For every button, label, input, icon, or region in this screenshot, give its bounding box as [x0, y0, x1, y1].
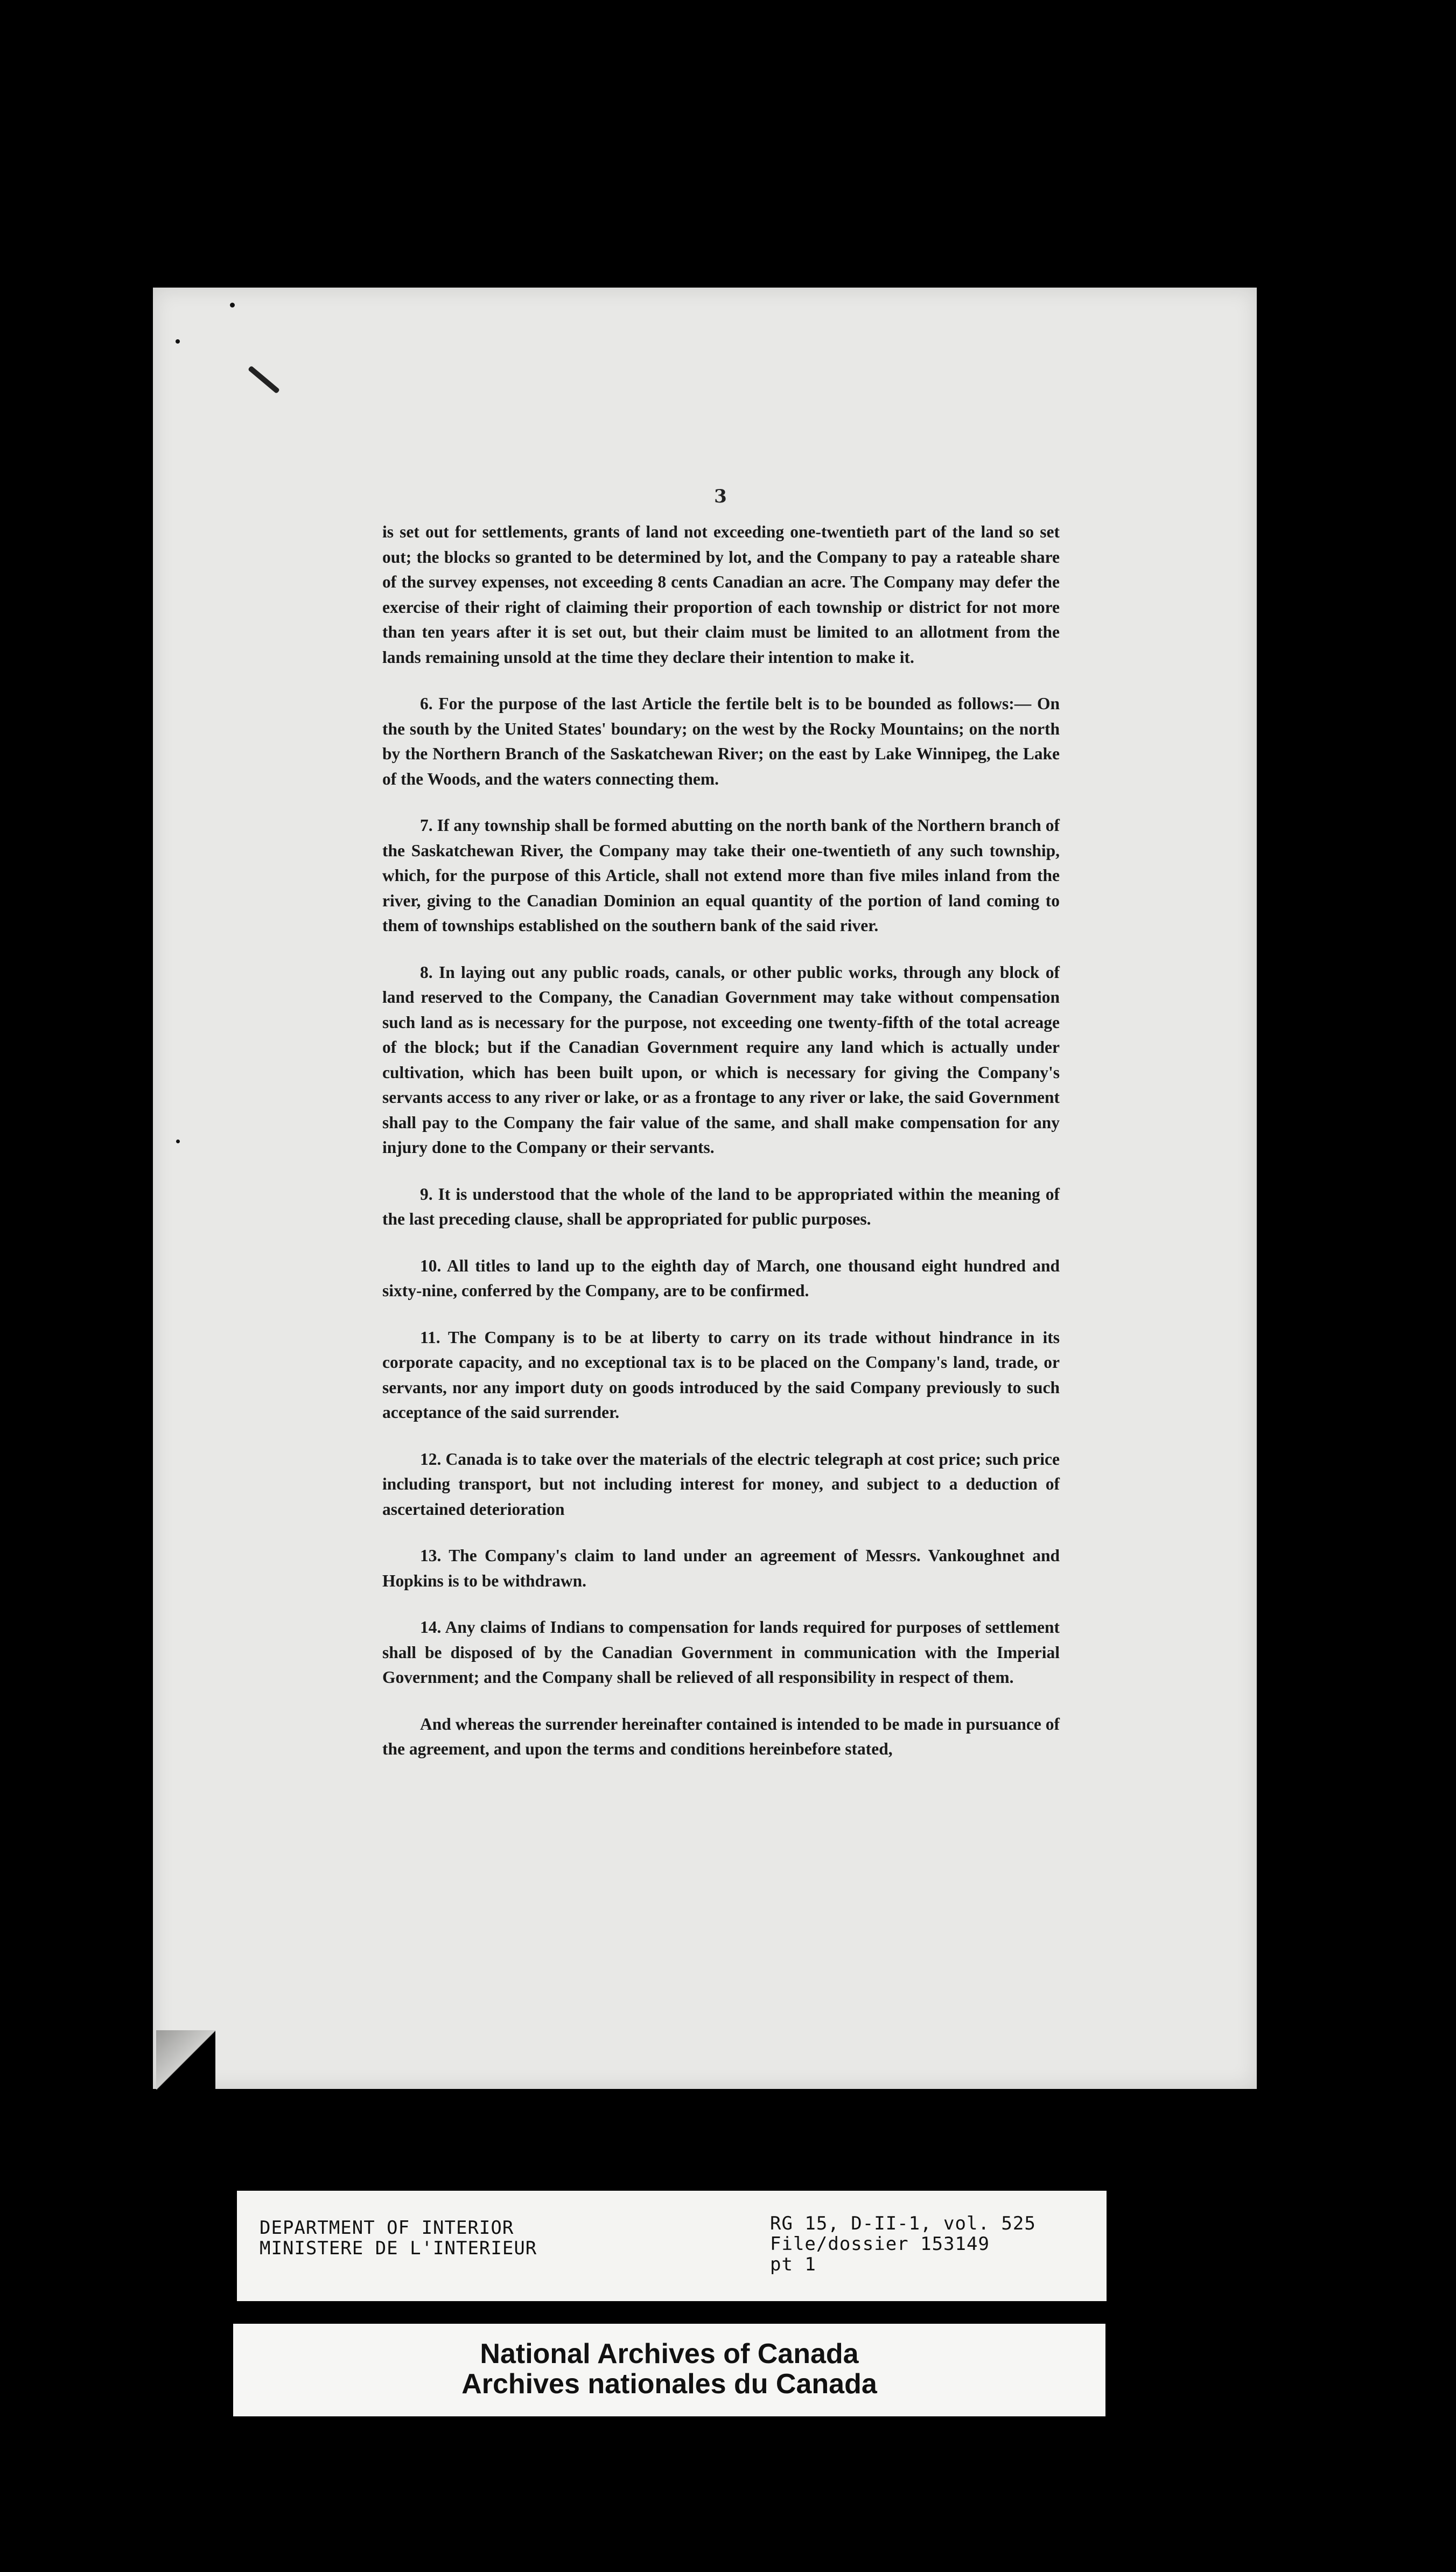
paper-speck: [230, 303, 235, 307]
file-reference: File/dossier 153149: [770, 2233, 990, 2255]
record-group-reference: RG 15, D-II-1, vol. 525: [770, 2213, 1036, 2234]
paragraph-article-6: 6. For the purpose of the last Article the fertile belt is to be bounded as follows:— On the south by the United States' boundary; on the west by the Rocky Mountains; on the north by the Northern Branch of the Saskatchewan River; on the east by Lake Winnipeg, the Lake of the Woods, and the waters connecting them.: [382, 694, 1060, 788]
department-french: MINISTERE DE L'INTERIEUR: [260, 2238, 537, 2259]
paragraph-article-8: 8. In laying out any public roads, canals, or other public works, through any block of land reserved to the Company, the Canadian Government may take without compensation such land as is necessary for the purpose, not exceeding one twenty-fifth of the total acreage of the block; but if the Canadian Government require any land which is actually under cultivation, which has been built upon, or which is necessary for giving the Company's servants access to any river or lake, or as a frontage to any river or lake, the said Government shall pay to the Company the fair value of the same, and shall make compensation for any injury done to the Company or their servants.: [382, 962, 1060, 1157]
archive-reference-card: [237, 2191, 1107, 2301]
document-body: [382, 520, 1060, 1784]
paragraph-article-12: 12. Canada is to take over the materials of the electric telegraph at cost price; such price including transport, but not including interest for money, and subject to a deduction of ascertained deterioration: [382, 1449, 1060, 1519]
paragraph-article-9: 9. It is understood that the whole of the land to be appropriated within the meaning of the last preceding clause, shall be appropriated for public purposes.: [382, 1184, 1060, 1228]
archives-name-french: Archives nationales du Canada: [461, 2368, 877, 2400]
paragraph-whereas: And whereas the surrender hereinafter contained is intended to be made in pursuance of the agreement, and upon the terms and conditions hereinbefore stated,: [382, 1714, 1060, 1758]
page-number: 3: [714, 486, 727, 507]
department-label: [260, 2218, 537, 2259]
part-reference: pt 1: [770, 2254, 816, 2275]
paper-speck: [176, 1140, 180, 1143]
paragraph-continuation: is set out for settlements, grants of land not exceeding one-twentieth part of the land so set out; the blocks so granted to be determined by lot, and the Company to pay a rateable share of the survey expenses, not exceeding 8 cents Canadian an acre. The Company may defer the exercise of their right of claiming their proportion of each township or district for not more than ten years after it is set out, but their claim must be limited to an allotment from the lands remaining unsold at the time they declare their intention to make it.: [382, 522, 1060, 667]
department-english: DEPARTMENT OF INTERIOR: [260, 2217, 514, 2239]
paragraph-article-11: 11. The Company is to be at liberty to carry on its trade without hindrance in its corporate capacity, and no exceptional tax is to be placed on the Company's land, trade, or servants, nor any import duty on goods introduced by the said Company previously to such acceptance of the said surrender.: [382, 1327, 1060, 1422]
reference-label: [770, 2213, 1036, 2275]
folded-corner: [156, 2030, 215, 2089]
paper-speck: [176, 339, 180, 344]
archives-banner: [233, 2324, 1105, 2416]
paragraph-article-14: 14. Any claims of Indians to compensation for lands required for purposes of settlement shall be disposed of by the Canadian Government in communication with the Imperial Government; and the Company shall be relieved of all responsibility in respect of them.: [382, 1618, 1060, 1687]
paragraph-article-13: 13. The Company's claim to land under an agreement of Messrs. Vankoughnet and Hopkins is to be withdrawn.: [382, 1546, 1060, 1590]
paragraph-article-7: 7. If any township shall be formed abutting on the north bank of the Northern branch of the Saskatchewan River, the Company may take their one-twentieth of any such township, which, for the purpose of this Article, shall not extend more than five miles inland from the river, giving to the Canadian Dominion an equal quantity of the portion of land coming to them of townships established on the southern bank of the said river.: [382, 816, 1060, 935]
archives-name-english: National Archives of Canada: [480, 2338, 859, 2370]
paragraph-article-10: 10. All titles to land up to the eighth day of March, one thousand eight hundred and sixty-nine, conferred by the Company, are to be confirmed.: [382, 1256, 1060, 1300]
